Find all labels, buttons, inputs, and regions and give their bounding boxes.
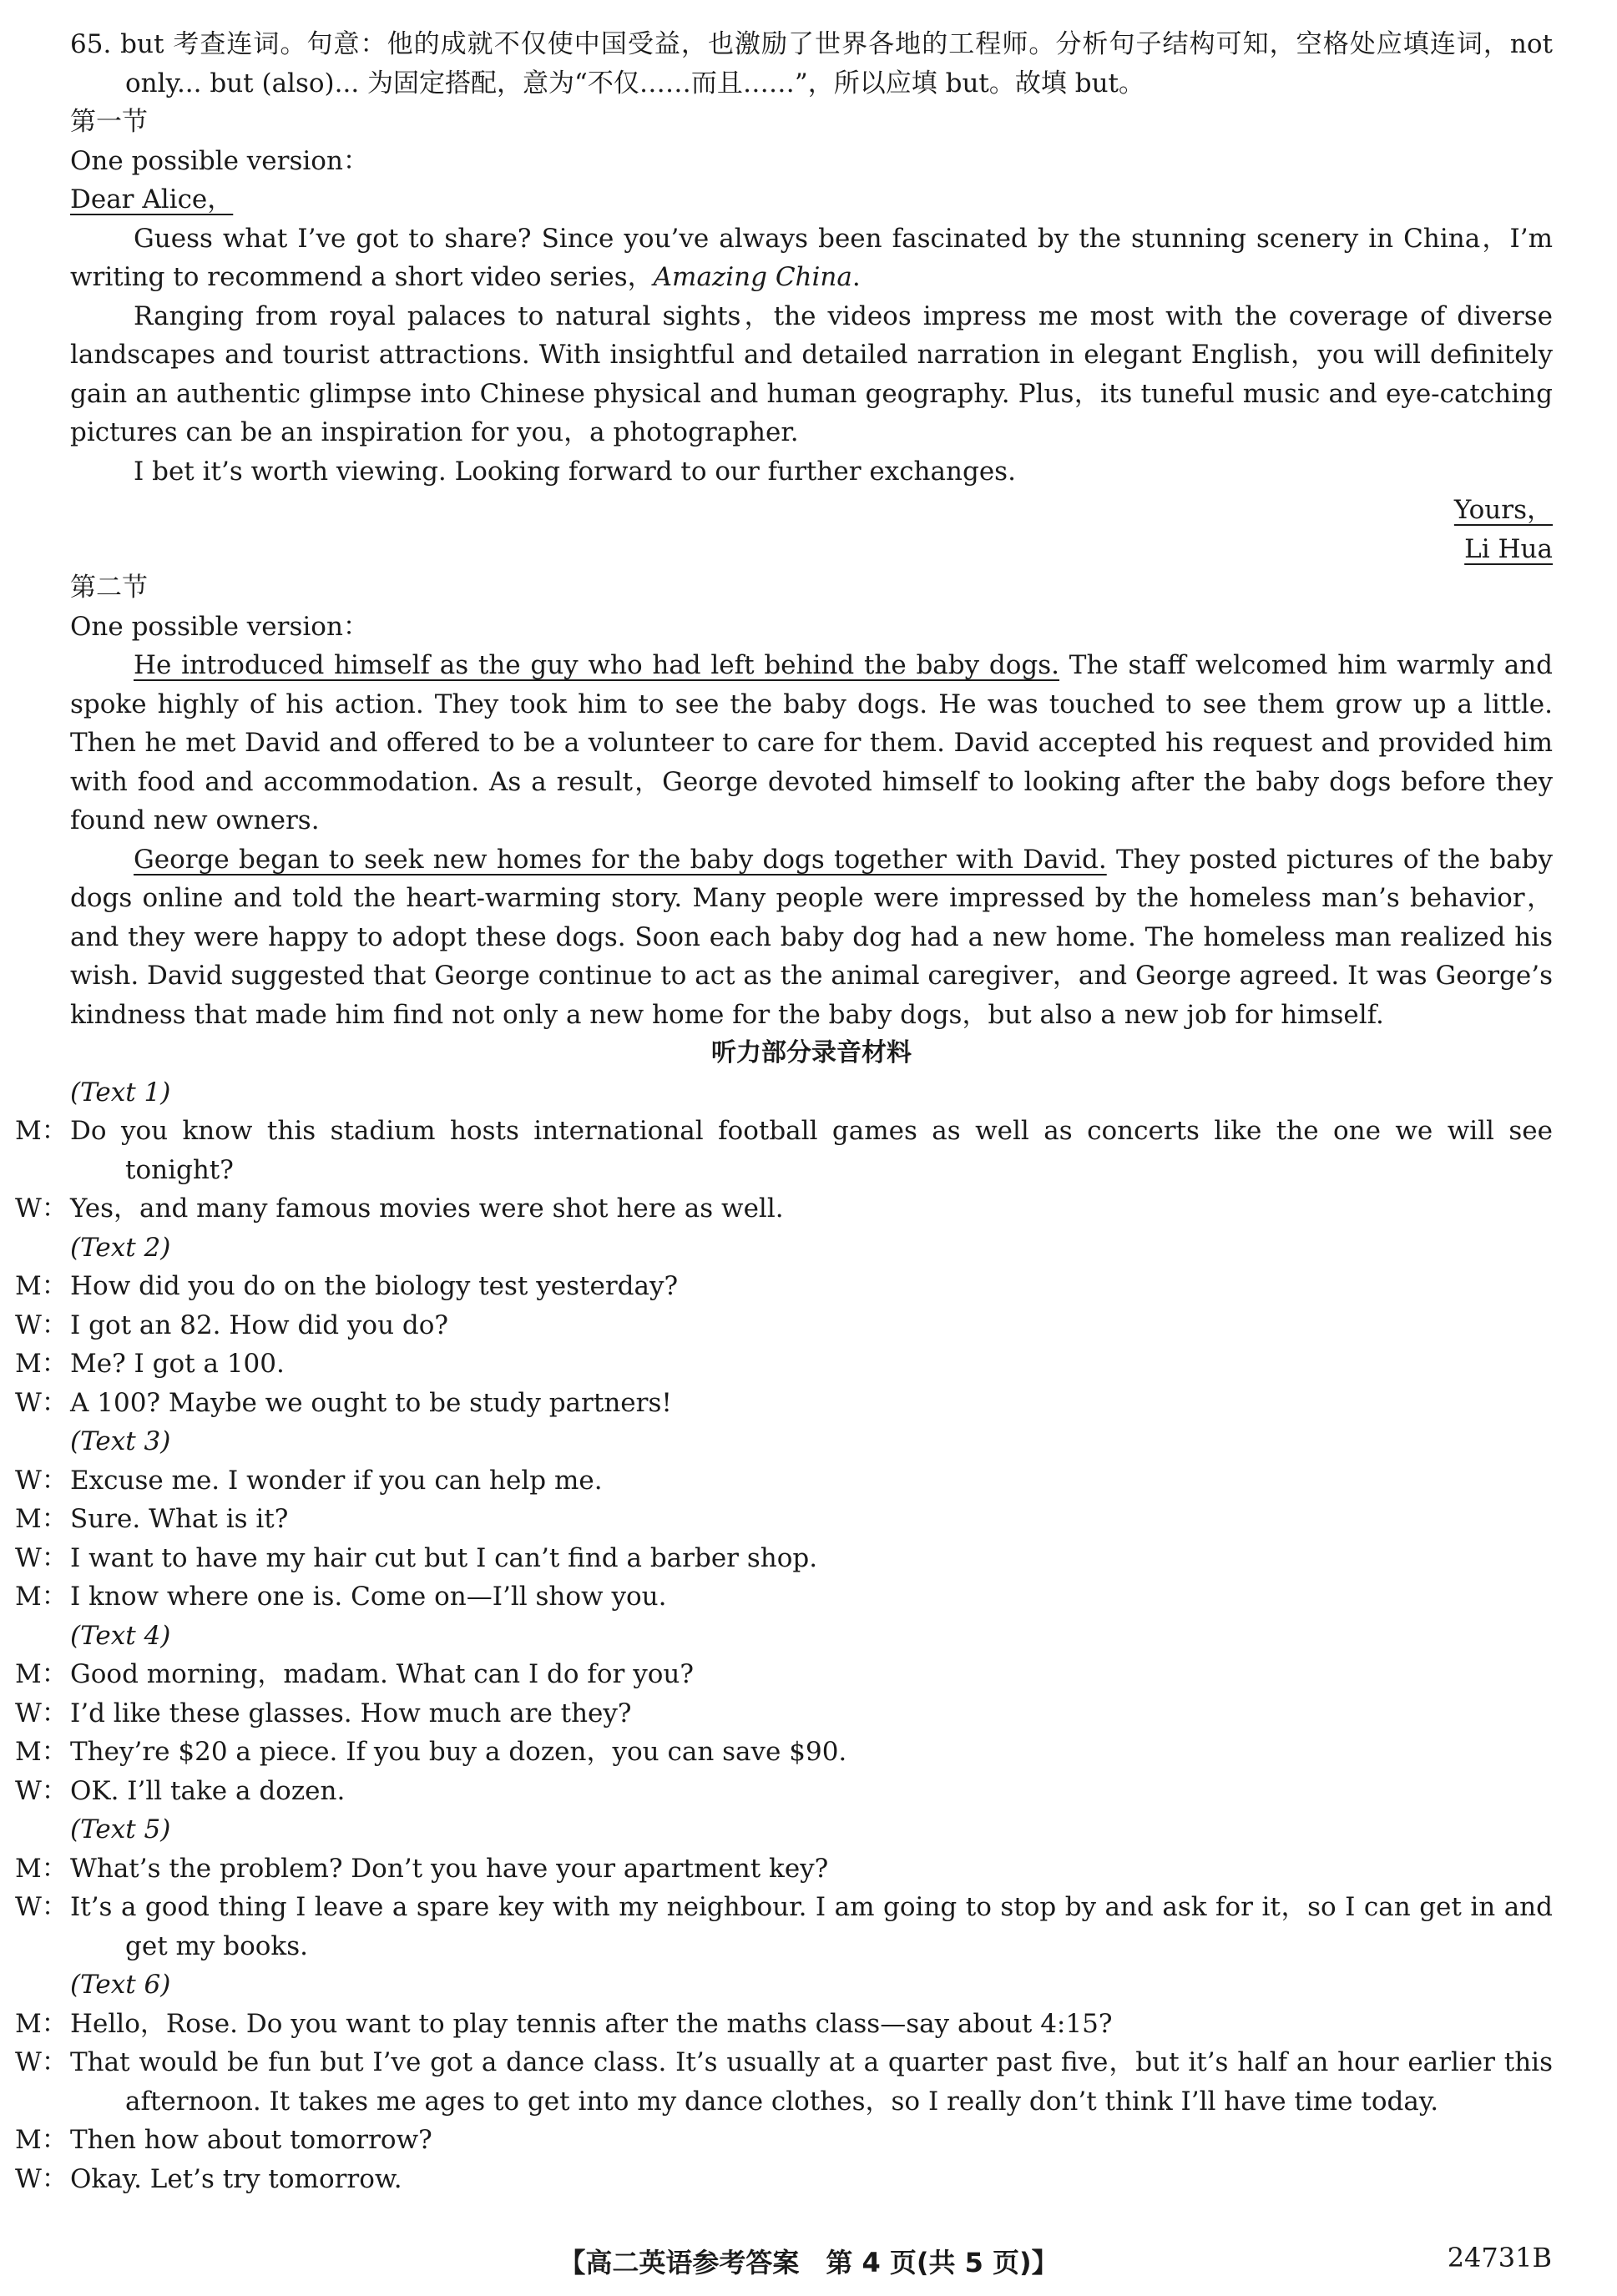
footer-page-info: 【高二英语参考答案 第 4 页(共 5 页)】: [558, 2247, 1059, 2278]
footer-code: 24731B: [1447, 2242, 1552, 2273]
signature-text: Li Hua: [1464, 533, 1553, 564]
listening-transcripts: [15, 1073, 1553, 2199]
answer-page: [15, 25, 1553, 2198]
section2-heading: 第二节: [70, 573, 148, 603]
letter-p1-end: .: [851, 262, 861, 292]
salutation-text: Dear Alice，: [70, 184, 234, 214]
dialogue-line: M： Hello，Rose. Do you want to play tennis after the maths class—say about 4:15?: [15, 2008, 1113, 2039]
story-paragraph-1: [70, 646, 1553, 840]
dialogue-line: W： I got an 82. How did you do?: [15, 1309, 449, 1340]
dialogue-line: M： How did you do on the biology test yesterday?: [15, 1271, 679, 1301]
text-label: (Text 2): [70, 1232, 171, 1263]
dialogue-text: I’d like these glasses. How much are they?: [70, 1698, 632, 1728]
letter-signature: [70, 530, 1553, 569]
dialogue-text: Excuse me. I wonder if you can help me.: [70, 1465, 603, 1496]
story-p2-lead: George began to seek new homes for the baby dogs together with David.: [134, 844, 1107, 875]
dialogue-text: OK. I’ll take a dozen.: [70, 1775, 346, 1806]
dialogue-line: M： I know where one is. Come on—I’ll show you.: [15, 1582, 667, 1612]
dialogue-text: That would be fun but I’ve got a dance class. It’s usually at a quarter past five，but it’s half an hour earlier this afternoon. It takes me ages to get into my dance clothes，so I really don’t think I’ll have time today.: [70, 2047, 1553, 2117]
answer-65: 65. but 考查连词。句意：他的成就不仅使中国受益，也激励了世界各地的工程师。分析句子结构可知，空格处应填连词，not only... but (also)... 为固定搭配，意为“不仅……而且……”，所以应填 but。故填 but。: [70, 29, 1553, 98]
dialogue-text: Me? I got a 100.: [70, 1349, 285, 1379]
dialogue-line: W： I want to have my hair cut but I can’t find a barber shop.: [15, 1542, 818, 1573]
listening-title: 听力部分录音材料: [711, 1038, 912, 1067]
dialogue-line: W： It’s a good thing I leave a spare key with my neighbour. I am going to stop by and ask for it，so I can get in and get my books.: [15, 1892, 1553, 1961]
dialogue-text: It’s a good thing I leave a spare key with my neighbour. I am going to stop by and ask for it，so I can get in and get my books.: [70, 1892, 1553, 1961]
text-label: (Text 3): [70, 1426, 171, 1456]
story-p1-lead: He introduced himself as the guy who had left behind the baby dogs.: [134, 650, 1060, 680]
story-p1-rest: The staff welcomed him warmly and spoke highly of his action. They took him to see the baby dogs. He was touched to see them grow up a little. Then he met David and offered to be a volunteer to care for them. David accepted his request and provided him with food and accommodation. As a result，George devoted himself to looking after the baby dogs before they found new owners.: [70, 650, 1553, 835]
dialogue-text: Hello，Rose. Do you want to play tennis after the maths class—say about 4:15?: [70, 2008, 1113, 2039]
dialogue-text: A 100? Maybe we ought to be study partners!: [70, 1387, 672, 1418]
story-paragraph-2: [70, 840, 1553, 1035]
text-label: (Text 4): [70, 1620, 171, 1651]
dialogue-text: Good morning，madam. What can I do for you?: [70, 1659, 694, 1689]
dialogue-text: How did you do on the biology test yesterday?: [70, 1271, 679, 1301]
dialogue-line: M： What’s the problem? Don’t you have your apartment key?: [15, 1853, 829, 1884]
dialogue-text: Yes，and many famous movies were shot here as well.: [70, 1193, 784, 1224]
dialogue-text: Okay. Let’s try tomorrow.: [70, 2163, 402, 2194]
dialogue-text: Do you know this stadium hosts international football games as well as concerts like the one we will see tonight?: [70, 1116, 1553, 1185]
section1-heading: 第一节: [70, 107, 148, 137]
dialogue-line: W： Excuse me. I wonder if you can help me.: [15, 1465, 603, 1496]
dialogue-text: I want to have my hair cut but I can’t find a barber shop.: [70, 1542, 818, 1573]
dialogue-line: M： Sure. What is it?: [15, 1504, 289, 1534]
closing-text: Yours，: [1453, 495, 1553, 525]
dialogue-line: M： Then how about tomorrow?: [15, 2125, 432, 2155]
letter-paragraph-1: [70, 220, 1553, 297]
video-series-title: Amazing China: [653, 262, 852, 292]
dialogue-line: W： A 100? Maybe we ought to be study partners!: [15, 1387, 672, 1418]
letter-paragraph-3: I bet it’s worth viewing. Looking forward to our further exchanges.: [134, 456, 1016, 487]
section1-version-label: One possible version：: [70, 145, 369, 176]
dialogue-line: M： Good morning，madam. What can I do for you?: [15, 1659, 694, 1689]
letter-salutation: [70, 180, 1553, 220]
dialogue-text: Then how about tomorrow?: [70, 2125, 432, 2155]
dialogue-text: I know where one is. Come on—I’ll show you.: [70, 1582, 667, 1612]
dialogue-line: W： OK. I’ll take a dozen.: [15, 1775, 346, 1806]
dialogue-text: They’re $20 a piece. If you buy a dozen，you can save $90.: [70, 1737, 847, 1767]
letter-p1-text: Guess what I’ve got to share? Since you’ve always been fascinated by the stunning scenery in China，I’m writing to recommend a short video series，: [70, 223, 1553, 292]
dialogue-line: M： Me? I got a 100.: [15, 1349, 285, 1379]
dialogue-line: W： That would be fun but I’ve got a dance class. It’s usually at a quarter past five，but it’s half an hour earlier this afternoon. It takes me ages to get into my dance clothes，so I really don’t think I’ll have time today.: [15, 2047, 1553, 2117]
letter-paragraph-2: Ranging from royal palaces to natural sights，the videos impress me most with the coverage of diverse landscapes and tourist attractions. With insightful and detailed narration in elegant English，you will definitely gain an authentic glimpse into Chinese physical and human geography. Plus，its tuneful music and eye-catching pictures can be an inspiration for you，a photographer.: [70, 300, 1553, 447]
dialogue-line: W： Yes，and many famous movies were shot here as well.: [15, 1193, 784, 1224]
dialogue-line: W： Okay. Let’s try tomorrow.: [15, 2163, 402, 2194]
dialogue-line: M： They’re $20 a piece. If you buy a dozen，you can save $90.: [15, 1737, 847, 1767]
dialogue-text: What’s the problem? Don’t you have your apartment key?: [70, 1853, 829, 1884]
text-label: (Text 1): [70, 1077, 171, 1108]
dialogue-line: M： Do you know this stadium hosts international football games as well as concerts like the one we will see tonight?: [15, 1116, 1553, 1185]
dialogue-line: W： I’d like these glasses. How much are they?: [15, 1698, 632, 1728]
story-p2-rest: They posted pictures of the baby dogs online and told the heart-warming story. Many people were impressed by the homeless man’s behavior，and they were happy to adopt these dogs. Soon each baby dog had a new home. The homeless man realized his wish. David suggested that George continue to act as the animal caregiver，and George agreed. It was George’s kindness that made him find not only a new home for the baby dogs，but also a new job for himself.: [70, 844, 1553, 1030]
text-label: (Text 6): [70, 1970, 171, 2000]
dialogue-text: Sure. What is it?: [70, 1504, 289, 1534]
text-label: (Text 5): [70, 1814, 171, 1844]
section2-version-label: One possible version：: [70, 611, 369, 642]
letter-closing: [70, 491, 1553, 530]
dialogue-text: I got an 82. How did you do?: [70, 1309, 449, 1340]
